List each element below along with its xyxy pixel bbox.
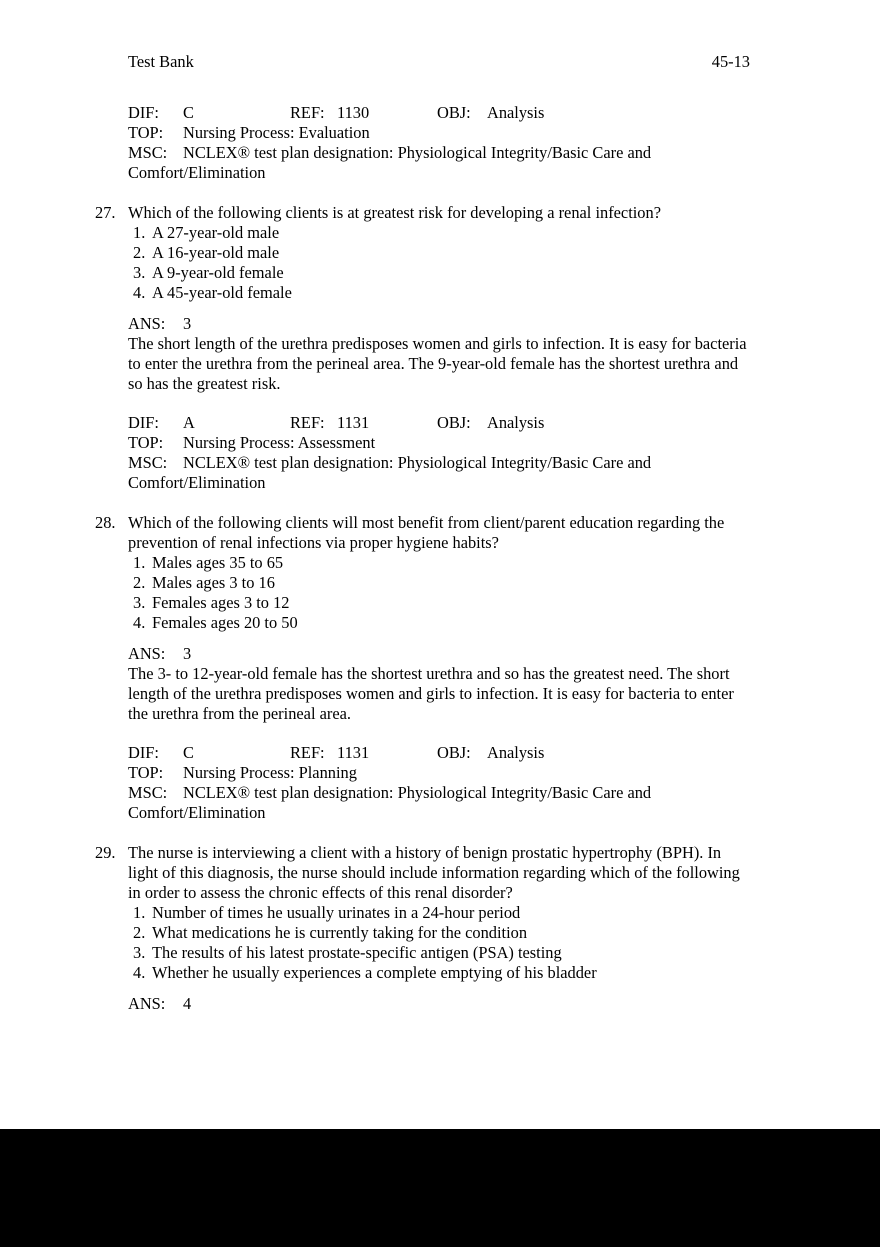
option-text: Females ages 3 to 12: [152, 593, 290, 612]
dif-label: DIF:: [128, 413, 159, 432]
msc-paragraph: [128, 783, 750, 823]
dif-ref-obj-line: [128, 743, 750, 763]
question-number: 29.: [95, 843, 116, 862]
dif-label: DIF:: [128, 743, 159, 762]
answer-line: [128, 314, 750, 334]
msc-value: NCLEX® test plan designation: Physiological Integrity/Basic Care and Comfort/Elimination: [128, 453, 652, 492]
ans-label: ANS:: [128, 314, 166, 333]
ans-value: 4: [183, 994, 192, 1013]
option-number: 2.: [133, 243, 146, 262]
top-line: [128, 433, 750, 453]
option-item: [128, 553, 750, 573]
question-text: Which of the following clients is at greatest risk for developing a renal infection?: [128, 203, 661, 222]
options-list: [128, 903, 750, 983]
question-27: [95, 203, 750, 303]
option-number: 1.: [133, 553, 146, 572]
option-item: [128, 263, 750, 283]
rationale-text: The short length of the urethra predisposes women and girls to infection. It is easy for bacteria to enter the urethra from the perineal area. The 9-year-old female has the shortest urethra and so has the greatest risk.: [128, 334, 747, 393]
top-value: Nursing Process: Evaluation: [183, 123, 370, 142]
option-item: [128, 903, 750, 923]
option-text: Females ages 20 to 50: [152, 613, 298, 632]
top-value: Nursing Process: Planning: [183, 763, 357, 782]
page-number: 45-13: [711, 52, 750, 71]
option-text: A 16-year-old male: [152, 243, 280, 262]
top-label: TOP:: [128, 123, 164, 142]
option-item: [128, 223, 750, 243]
msc-label: MSC:: [128, 783, 168, 802]
option-text: A 27-year-old male: [152, 223, 280, 242]
question-body: [128, 513, 750, 633]
msc-label: MSC:: [128, 143, 168, 162]
bottom-black-band: [0, 1129, 880, 1247]
top-label: TOP:: [128, 433, 164, 452]
ans-value: 3: [183, 644, 192, 663]
msc-label: MSC:: [128, 453, 168, 472]
option-item: [128, 613, 750, 633]
dif-value: C: [183, 103, 194, 122]
top-line: [128, 763, 750, 783]
question-meta-block-2: [128, 413, 750, 493]
ref-value: 1131: [337, 743, 370, 762]
answer-block-29: [128, 994, 750, 1014]
option-item: [128, 283, 750, 303]
question-number: 28.: [95, 513, 116, 532]
option-number: 3.: [133, 263, 146, 282]
answer-line: [128, 994, 750, 1014]
msc-value: NCLEX® test plan designation: Physiological Integrity/Basic Care and Comfort/Elimination: [128, 783, 652, 822]
option-item: [128, 243, 750, 263]
dif-label: DIF:: [128, 103, 159, 122]
option-text: Males ages 3 to 16: [152, 573, 275, 592]
option-number: 1.: [133, 223, 146, 242]
obj-label: OBJ:: [437, 743, 471, 762]
option-text: Whether he usually experiences a complete emptying of his bladder: [152, 963, 597, 982]
ref-value: 1131: [337, 413, 370, 432]
dif-ref-obj-line: [128, 103, 750, 123]
option-item: [128, 593, 750, 613]
answer-block-27: [128, 314, 750, 394]
top-value: Nursing Process: Assessment: [183, 433, 376, 452]
ans-label: ANS:: [128, 994, 166, 1013]
question-meta-block-3: [128, 743, 750, 823]
option-item: [128, 573, 750, 593]
options-list: [128, 223, 750, 303]
option-text: What medications he is currently taking for the condition: [152, 923, 528, 942]
question-meta-block-1: [128, 103, 750, 183]
option-number: 4.: [133, 963, 146, 982]
ans-label: ANS:: [128, 644, 166, 663]
obj-label: OBJ:: [437, 103, 471, 122]
dif-ref-obj-line: [128, 413, 750, 433]
answer-block-28: [128, 644, 750, 724]
question-body: [128, 203, 750, 303]
option-number: 1.: [133, 903, 146, 922]
msc-paragraph: [128, 143, 750, 183]
dif-value: C: [183, 743, 194, 762]
question-28: [95, 513, 750, 633]
question-29: [95, 843, 750, 983]
obj-value: Analysis: [487, 743, 545, 762]
msc-value: NCLEX® test plan designation: Physiological Integrity/Basic Care and Comfort/Elimination: [128, 143, 652, 182]
dif-value: A: [183, 413, 195, 432]
option-text: The results of his latest prostate-specific antigen (PSA) testing: [152, 943, 562, 962]
question-text: Which of the following clients will most benefit from client/parent education regarding the prevention of renal infections via proper hygiene habits?: [128, 513, 725, 552]
option-text: A 9-year-old female: [152, 263, 284, 282]
option-text: Number of times he usually urinates in a 24-hour period: [152, 903, 521, 922]
top-line: [128, 123, 750, 143]
document-title: Test Bank: [128, 52, 194, 71]
options-list: [128, 553, 750, 633]
top-label: TOP:: [128, 763, 164, 782]
obj-value: Analysis: [487, 413, 545, 432]
option-text: A 45-year-old female: [152, 283, 292, 302]
ref-label: REF:: [290, 743, 325, 762]
question-number: 27.: [95, 203, 116, 222]
option-item: [128, 943, 750, 963]
ref-value: 1130: [337, 103, 370, 122]
obj-value: Analysis: [487, 103, 545, 122]
option-number: 4.: [133, 613, 146, 632]
option-item: [128, 963, 750, 983]
option-number: 4.: [133, 283, 146, 302]
obj-label: OBJ:: [437, 413, 471, 432]
question-text: The nurse is interviewing a client with a history of benign prostatic hypertrophy (BPH). In light of this diagnosis, the nurse should include information regarding which of the following in order to assess the chronic effects of this renal disorder?: [128, 843, 740, 902]
option-text: Males ages 35 to 65: [152, 553, 284, 572]
rationale-text: The 3- to 12-year-old female has the shortest urethra and so has the greatest need. The short length of the urethra predisposes women and girls to infection. It is easy for bacteria to enter the urethra from the perineal area.: [128, 664, 734, 723]
ref-label: REF:: [290, 413, 325, 432]
option-item: [128, 923, 750, 943]
option-number: 2.: [133, 573, 146, 592]
option-number: 3.: [133, 943, 146, 962]
page-header: [128, 52, 750, 72]
option-number: 3.: [133, 593, 146, 612]
ans-value: 3: [183, 314, 192, 333]
ref-label: REF:: [290, 103, 325, 122]
msc-paragraph: [128, 453, 750, 493]
option-number: 2.: [133, 923, 146, 942]
answer-line: [128, 644, 750, 664]
question-body: [128, 843, 750, 983]
